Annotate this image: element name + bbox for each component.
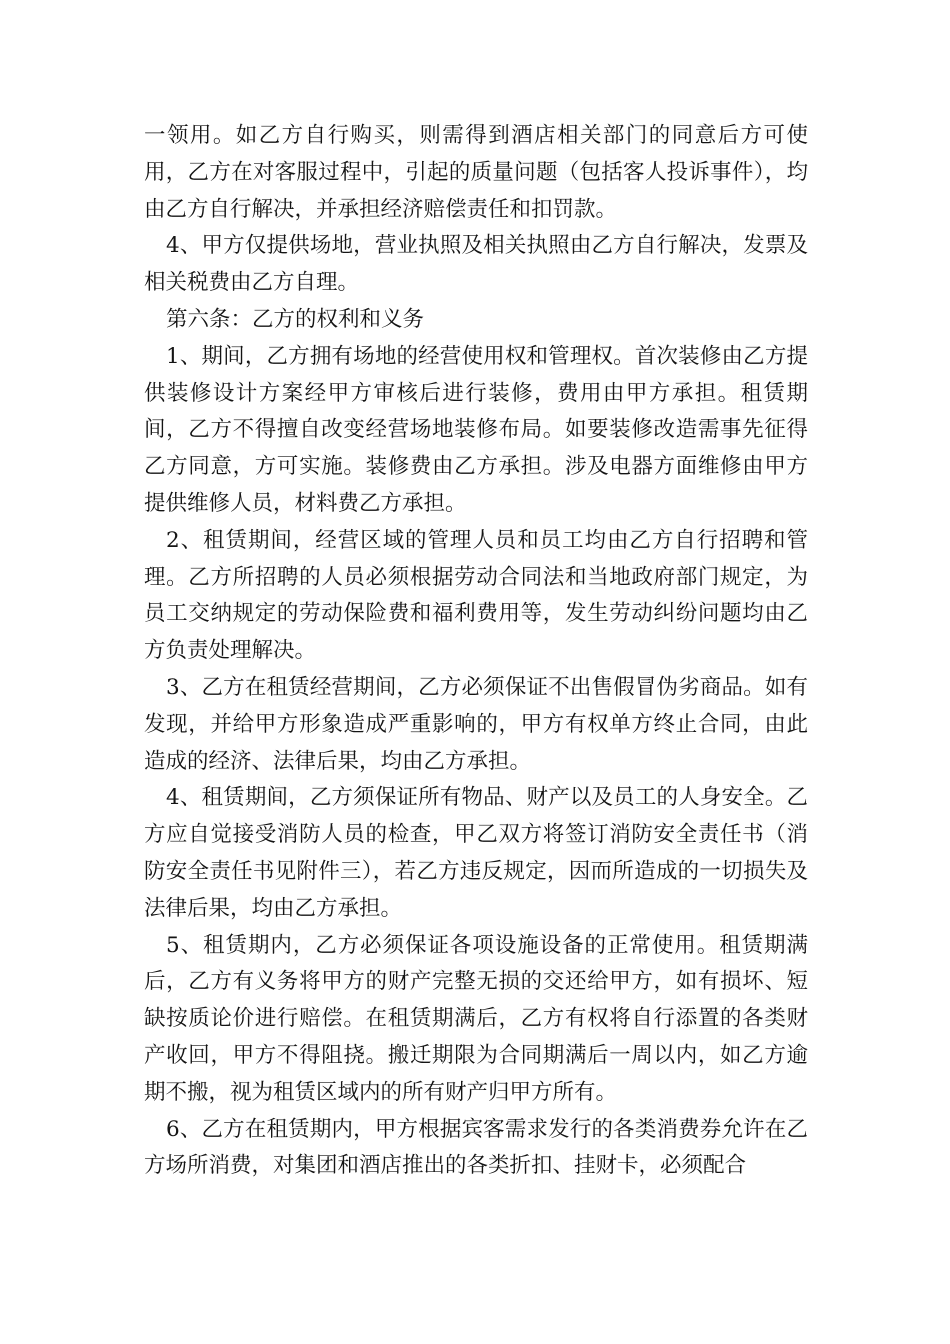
paragraph-clause-6-vouchers: 6、乙方在租赁期内，甲方根据宾客需求发行的各类消费券允许在乙方场所消费，对集团和酒店推出的各类折扣、挂财卡，必须配合 [144,1116,808,1179]
paragraph-clause-4-safety: 4、租赁期间，乙方须保证所有物品、财产以及员工的人身安全。乙方应自觉接受消防人员的检查，甲乙双方将签订消防安全责任书（消防安全责任书见附件三），若乙方违反规定，因而所造成的一切损失及法律后果，均由乙方承担。 [144,785,808,921]
paragraph-continuation: 一领用。如乙方自行购买，则需得到酒店相关部门的同意后方可使用，乙方在对客服过程中，引起的质量问题（包括客人投诉事件），均由乙方自行解决，并承担经济赔偿责任和扣罚款。 [144,123,808,222]
document-body [144,118,808,1185]
paragraph-clause-1-renovation: 1、期间，乙方拥有场地的经营使用权和管理权。首次装修由乙方提供装修设计方案经甲方审核后进行装修，费用由甲方承担。租赁期间，乙方不得擅自改变经营场地装修布局。如要装修改造需事先征得乙方同意，方可实施。装修费由乙方承担。涉及电器方面维修由甲方提供维修人员，材料费乙方承担。 [144,343,808,516]
paragraph-clause-2-staffing: 2、租赁期间，经营区域的管理人员和员工均由乙方自行招聘和管理。乙方所招聘的人员必须根据劳动合同法和当地政府部门规定，为员工交纳规定的劳动保险费和福利费用等，发生劳动纠纷问题均由乙方负责处理解决。 [144,527,808,664]
paragraph-clause-5-facilities: 5、租赁期内，乙方必须保证各项设施设备的正常使用。租赁期满后，乙方有义务将甲方的财产完整无损的交还给甲方，如有损坏、短缺按质论价进行赔偿。在租赁期满后，乙方有权将自行添置的各类财产收回，甲方不得阻挠。搬迁期限为合同期满后一周以内，如乙方逾期不搬，视为租赁区域内的所有财产归甲方所有。 [144,932,808,1105]
paragraph-clause-3-goods: 3、乙方在租赁经营期间，乙方必须保证不出售假冒伪劣商品。如有发现，并给甲方形象造成严重影响的，甲方有权单方终止合同，由此造成的经济、法律后果，均由乙方承担。 [144,674,808,774]
section-heading-article-6: 第六条：乙方的权利和义务 [166,306,425,332]
paragraph-clause-4-license: 4、甲方仅提供场地，营业执照及相关执照由乙方自行解决，发票及相关税费由乙方自理。 [144,233,808,296]
